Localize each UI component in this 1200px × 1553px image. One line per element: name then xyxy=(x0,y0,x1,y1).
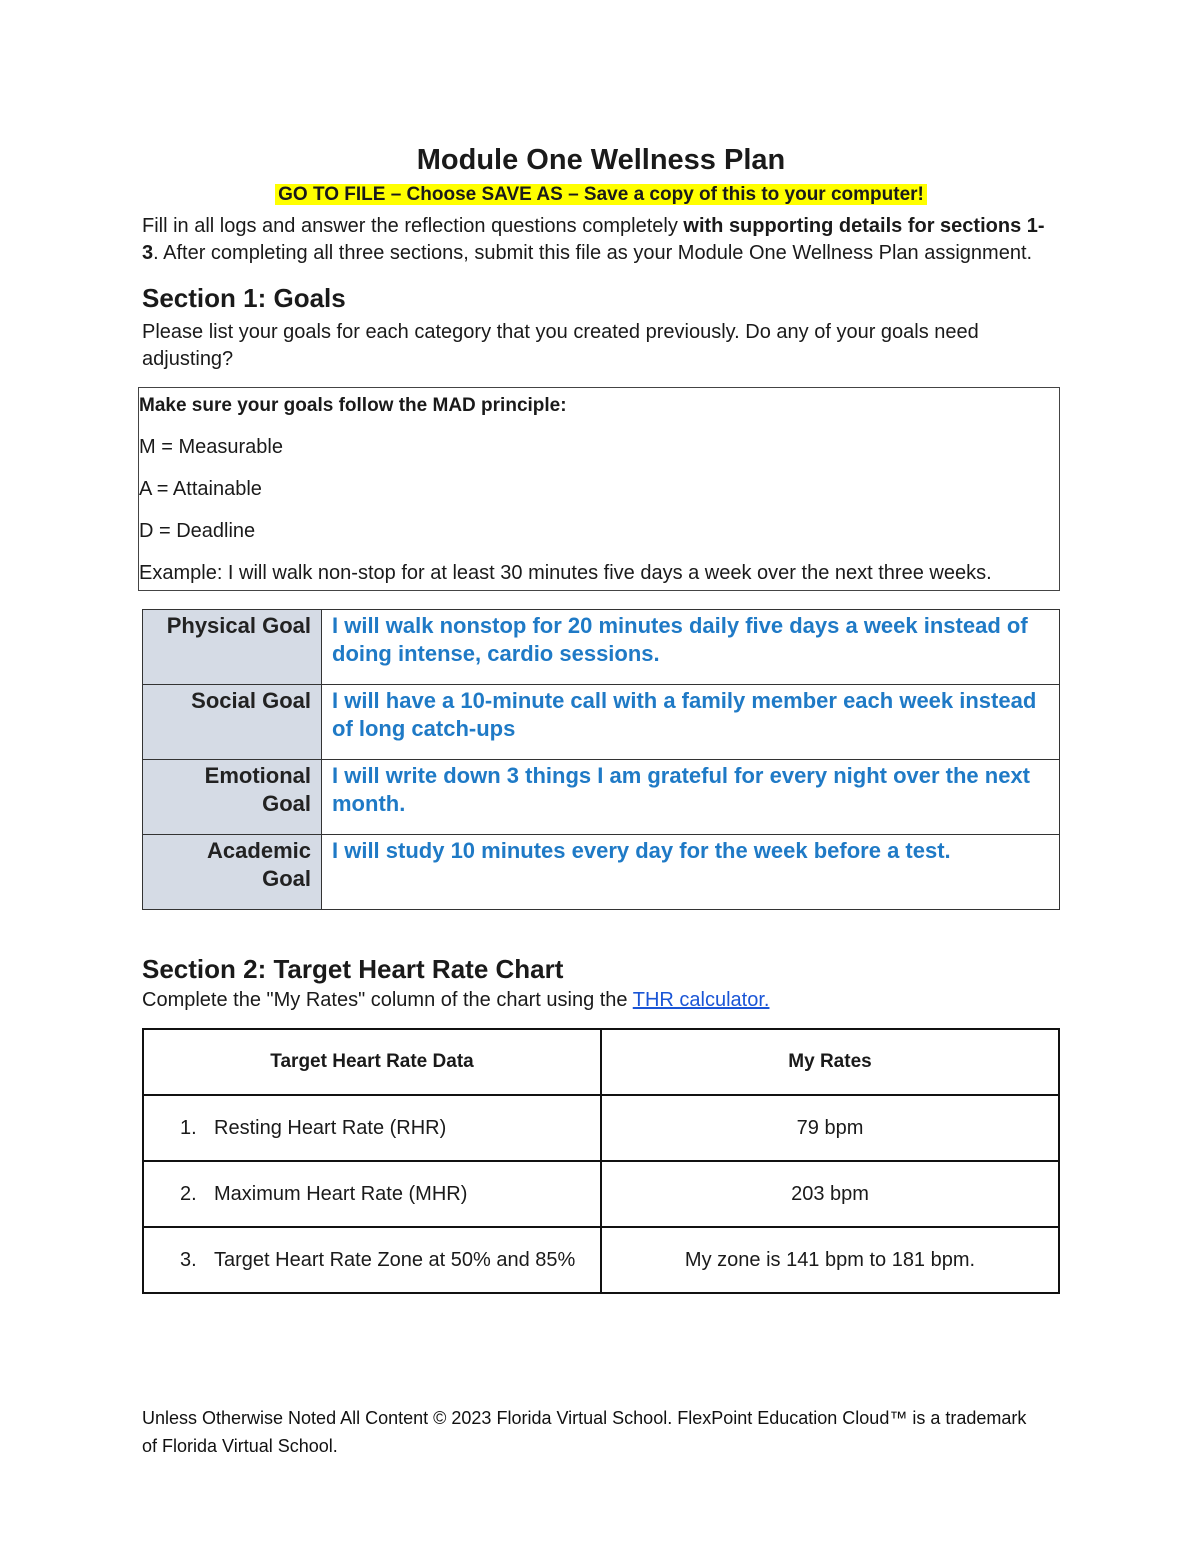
heart-rate-table xyxy=(142,1028,1060,1294)
thr-calculator-link[interactable]: THR calculator. xyxy=(632,989,770,1011)
table-row xyxy=(143,835,1060,910)
mad-principle-box xyxy=(138,387,1060,591)
mad-heading: Make sure your goals follow the MAD principle: xyxy=(139,395,567,416)
goal-label: Emotional Goal xyxy=(143,760,322,835)
list-number: 2. xyxy=(180,1182,197,1205)
rate-label: Resting Heart Rate (RHR) xyxy=(214,1116,447,1139)
intro-paragraph xyxy=(142,213,1060,267)
section-2-prompt-text: Complete the "My Rates" column of the chart using the xyxy=(142,989,633,1011)
rate-value[interactable]: 79 bpm xyxy=(601,1095,1059,1161)
mad-deadline: D = Deadline xyxy=(139,520,256,542)
footer-copyright: Unless Otherwise Noted All Content © 2023 Florida Virtual School. FlexPoint Education Cloud™ is a trademark of Florida Virtual School. xyxy=(142,1408,1027,1456)
mad-measurable: M = Measurable xyxy=(139,436,283,458)
rate-label-cell xyxy=(143,1161,601,1227)
column-header-rates: My Rates xyxy=(601,1029,1059,1095)
section-1-prompt: Please list your goals for each category that you created previously. Do any of your goals need adjusting? xyxy=(142,321,979,370)
rate-label: Maximum Heart Rate (MHR) xyxy=(214,1182,468,1205)
intro-bold-text: with supporting details for sections 1-3 xyxy=(142,215,1045,264)
table-row xyxy=(143,760,1060,835)
rate-label-cell xyxy=(143,1095,601,1161)
column-header-data: Target Heart Rate Data xyxy=(143,1029,601,1095)
rate-label-cell xyxy=(143,1227,601,1293)
goal-label: Social Goal xyxy=(143,685,322,760)
section-2-prompt xyxy=(142,988,1060,1012)
goal-value[interactable]: I will write down 3 things I am grateful for every night over the next month. xyxy=(322,760,1060,835)
rate-value[interactable]: 203 bpm xyxy=(601,1161,1059,1227)
section-2-heading: Section 2: Target Heart Rate Chart xyxy=(142,954,564,984)
mad-attainable: A = Attainable xyxy=(139,478,262,500)
list-number: 3. xyxy=(180,1248,197,1271)
table-header-row xyxy=(143,1029,1059,1095)
intro-text-1: Fill in all logs and answer the reflection questions completely xyxy=(142,215,684,237)
rate-label: Target Heart Rate Zone at 50% and 85% xyxy=(214,1248,576,1271)
table-row xyxy=(143,1095,1059,1161)
goal-label: Physical Goal xyxy=(143,610,322,685)
table-row xyxy=(143,685,1060,760)
table-row xyxy=(143,610,1060,685)
highlighted-instruction: GO TO FILE – Choose SAVE AS – Save a copy of this to your computer! xyxy=(275,184,927,205)
rate-value[interactable]: My zone is 141 bpm to 181 bpm. xyxy=(601,1227,1059,1293)
page-title: Module One Wellness Plan xyxy=(416,144,786,176)
table-row xyxy=(143,1161,1059,1227)
goal-value[interactable]: I will study 10 minutes every day for the week before a test. xyxy=(322,835,1060,910)
section-1-heading: Section 1: Goals xyxy=(142,283,346,313)
goals-table xyxy=(142,609,1060,910)
goal-label: Academic Goal xyxy=(143,835,322,910)
document-page xyxy=(139,140,1060,1294)
instruction-line xyxy=(142,182,1060,209)
list-number: 1. xyxy=(180,1116,197,1139)
goal-value[interactable]: I will have a 10-minute call with a family member each week instead of long catch-ups xyxy=(322,685,1060,760)
table-row xyxy=(143,1227,1059,1293)
mad-example: Example: I will walk non-stop for at least 30 minutes five days a week over the next three weeks. xyxy=(139,562,992,584)
goal-value[interactable]: I will walk nonstop for 20 minutes daily five days a week instead of doing intense, cardio sessions. xyxy=(322,610,1060,685)
intro-text-2: . After completing all three sections, submit this file as your Module One Wellness Plan assignment. xyxy=(153,242,1033,264)
